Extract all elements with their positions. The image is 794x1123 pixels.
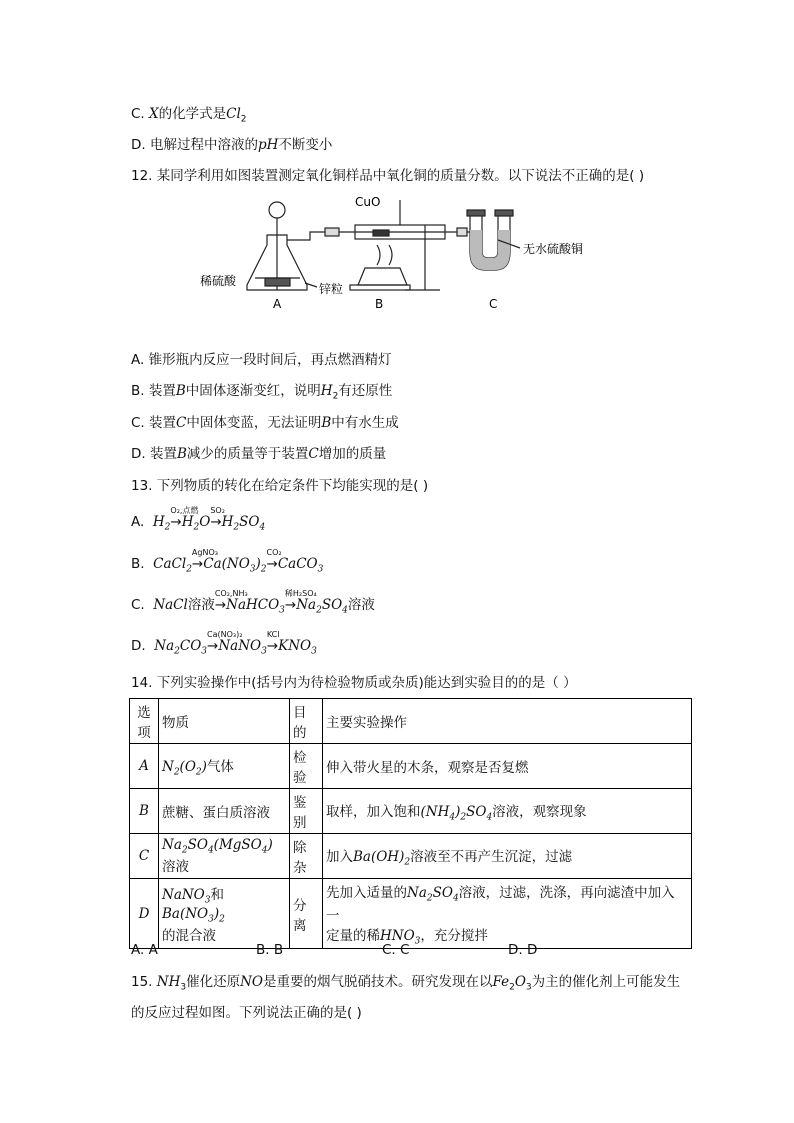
header-cell: 选项 bbox=[130, 699, 159, 744]
q13-stem: 13. 下列物质的转化在给定条件下均能实现的是( ) bbox=[131, 478, 429, 494]
q11-option-c: C. X的化学式是$Cl_2$ bbox=[131, 106, 247, 125]
q14-option-b: B. B bbox=[256, 942, 284, 958]
row-operation: 伸入带火星的木条，观察是否复燃 bbox=[323, 744, 692, 789]
q13-option-b: B. CaCl$_2$ AgNO₃ $\to Ca(NO_3)_2$ CO₂ →CaCO$_3$ bbox=[131, 548, 324, 575]
q12-option-c: C. 装置C中固体变蓝，无法证明B中有水生成 bbox=[131, 415, 399, 431]
row-purpose: 鉴别 bbox=[290, 789, 323, 834]
label-a: A bbox=[273, 297, 282, 311]
row-substance: $Na_2SO_4(MgSO_4)$溶液 bbox=[159, 834, 290, 879]
q13-option-d: D. $Na_2CO_3$ Ca(NO₃)₂ →NaNO$_3$ KCl $\to KNO_3$ bbox=[131, 630, 317, 657]
row-substance: 蔗糖、蛋白质溶液 bbox=[159, 789, 290, 834]
q13-option-c: C. NaCl溶液 CO₂,NH₃ →NaHCO$_3$ 稀H₂SO₄ $\to Na_2SO_4$溶液 bbox=[131, 589, 375, 616]
q12-option-a: A. 锥形瓶内反应一段时间后，再点燃酒精灯 bbox=[131, 352, 392, 368]
q14-stem: 14. 下列实验操作中(括号内为待检验物质或杂质)能达到实验目的的是（ ） bbox=[131, 675, 577, 691]
row-option: B bbox=[130, 789, 159, 834]
row-option: D bbox=[130, 879, 159, 949]
label-acid: 稀硫酸 bbox=[200, 274, 237, 288]
label-cuo: CuO bbox=[355, 195, 381, 209]
row-option: C bbox=[130, 834, 159, 879]
label-c: C bbox=[489, 297, 498, 311]
table-row bbox=[130, 744, 692, 789]
header-cell: 主要实验操作 bbox=[323, 699, 692, 744]
q15-stem: 15. $NH_3$催化还原NO是重要的烟气脱硝技术。研究发现在以$Fe_2O_3$为主的催化剂上可能发生 bbox=[131, 974, 681, 993]
row-option: A bbox=[130, 744, 159, 789]
q12-option-b: B. 装置B中固体逐渐变红，说明$H_2$有还原性 bbox=[131, 383, 393, 402]
row-purpose: 检验 bbox=[290, 744, 323, 789]
table-row bbox=[130, 789, 692, 834]
q14-option-a: A. A bbox=[131, 942, 158, 958]
row-operation: 加入$Ba(OH)_2$溶液至不再产生沉淀，过滤 bbox=[323, 834, 692, 879]
header-cell: 目的 bbox=[290, 699, 323, 744]
q14-options bbox=[131, 940, 537, 960]
label-b: B bbox=[375, 297, 384, 311]
q12-option-d: D. 装置B减少的质量等于装置C增加的质量 bbox=[131, 446, 387, 462]
q15-stem-line2: 的反应过程如图。下列说法正确的是( ) bbox=[131, 1005, 362, 1021]
label-zinc: 锌粒 bbox=[319, 282, 344, 296]
row-operation: 先加入适量的$Na_2SO_4$溶液，过滤，洗涤，再向滤渣中加入一 定量的稀$HNO_3$，充分搅拌 bbox=[323, 879, 692, 949]
row-substance: $N_2(O_2)$气体 bbox=[159, 744, 290, 789]
header-cell: 物质 bbox=[159, 699, 290, 744]
row-substance: NaNO$_3$和$Ba(NO_3)_2$ 的混合液 bbox=[159, 879, 290, 949]
table-row bbox=[130, 879, 692, 949]
table-header-row bbox=[130, 699, 692, 744]
row-purpose: 分离 bbox=[290, 879, 323, 949]
q13-option-a: A. $H_2$ O₂,点燃 $\to H_2O$ SO₂ $\to H_2SO_4$ bbox=[131, 506, 266, 533]
table-row bbox=[130, 834, 692, 879]
apparatus-figure bbox=[195, 190, 615, 320]
q14-option-d: D. D bbox=[508, 942, 538, 958]
q12-stem: 12. 某同学利用如图装置测定氧化铜样品中氧化铜的质量分数。以下说法不正确的是( ) bbox=[131, 168, 645, 184]
label-desiccant: 无水硫酸铜 bbox=[523, 242, 584, 256]
q14-table bbox=[129, 698, 692, 949]
q14-option-c: C. C bbox=[382, 942, 410, 958]
row-purpose: 除杂 bbox=[290, 834, 323, 879]
q11-option-d: D. 电解过程中溶液的pH不断变小 bbox=[131, 137, 333, 153]
row-operation: 取样，加入饱和$(NH_4)_2SO_4$溶液，观察现象 bbox=[323, 789, 692, 834]
